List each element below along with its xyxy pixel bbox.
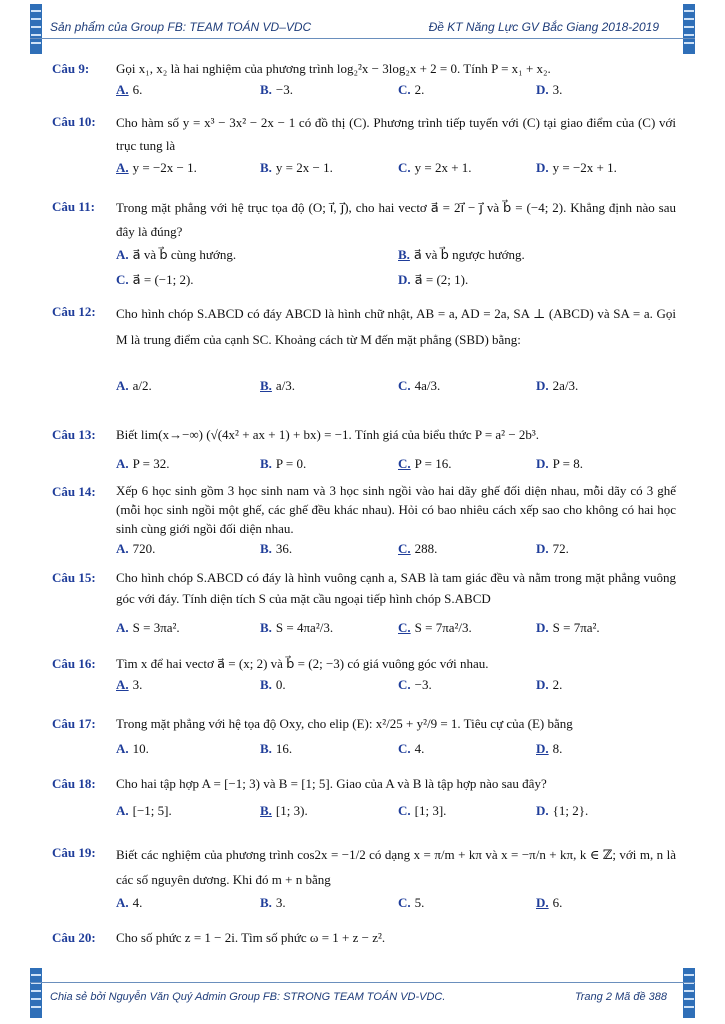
option-label[interactable]: C. [398,541,411,556]
question-number: Câu 20: [52,930,96,945]
option-label[interactable]: A. [116,620,129,635]
question-number: Câu 18: [52,776,96,791]
question-18 [52,773,676,821]
option-text: 2. [414,82,425,97]
option-label[interactable]: D. [536,677,549,692]
option-label[interactable]: B. [260,82,272,97]
header-left: Sản phẩm của Group FB: TEAM TOÁN VD–VDC [50,20,312,34]
option-label[interactable]: C. [398,160,411,175]
option-label[interactable]: B. [260,160,272,175]
option-label[interactable]: C. [398,378,411,393]
option-label[interactable]: C. [398,82,411,97]
question-11 [52,196,676,294]
option-label[interactable]: D. [536,160,549,175]
question-stem: Cho hình chóp S.ABCD có đáy là hình vuông cạnh a, SAB là tam giác đều và nằm trong mặt phẳng vuông góc với đáy. Tính diện tích S của mặt cầu ngoại tiếp hình chóp S.ABCD [116,570,676,606]
question-12 [52,301,676,405]
question-stem: Cho hình chóp S.ABCD có đáy ABCD là hình chữ nhật, AB = a, AD = 2a, SA ⊥ (ABCD) và SA = a. Gọi M là trung điểm của cạnh SC. Khoảng cách từ M đến mặt phẳng (SBD) bằng: [116,306,676,347]
option-label[interactable]: B. [260,620,272,635]
option-label[interactable]: C. [116,272,129,287]
option-text: 2a/3. [552,378,579,393]
option-label[interactable]: D. [536,82,549,97]
options-row [116,244,676,269]
question-20 [52,927,676,948]
option-text: −3. [275,82,294,97]
option-text: 4a/3. [414,378,441,393]
option-text: P = 0. [275,456,307,471]
option-text: 288. [414,541,438,556]
options-row [116,738,676,759]
option-label[interactable]: A. [116,82,129,97]
option-label[interactable]: C. [398,620,411,635]
question-17 [52,713,676,759]
option-label[interactable]: D. [536,895,549,910]
option-label[interactable]: B. [260,741,272,756]
question-stem: Xếp 6 học sinh gồm 3 học sinh nam và 3 học sinh ngồi vào hai dãy ghế đối diện nhau, mỗi dãy có 3 ghế (mỗi học sinh ngồi một ghế, các ghế đều khác nhau). Hỏi có bao nhiêu cách xếp sao cho không có hai học sinh cùng giới ngồi đối diện nhau. [116,483,676,536]
option-text: S = 7πa². [552,620,600,635]
question-number: Câu 15: [52,570,96,585]
option-label[interactable]: B. [260,456,272,471]
question-13 [52,424,676,474]
option-label[interactable]: A. [116,677,129,692]
option-text: a⃗ = (2; 1). [414,272,469,287]
option-text: 5. [414,895,425,910]
options-row [116,269,676,294]
option-text: 6. [132,82,143,97]
question-number: Câu 13: [52,427,96,442]
question-number: Câu 12: [52,304,96,319]
option-text: 3. [132,677,143,692]
option-text: 4. [132,895,143,910]
option-label[interactable]: B. [260,378,272,393]
option-text: y = 2x + 1. [414,160,472,175]
option-label[interactable]: D. [536,741,549,756]
option-text: a/3. [275,378,296,393]
question-stem: Trong mặt phẳng với hệ trục tọa độ (O; i⃗, j⃗), cho hai vectơ a⃗ = 2i⃗ − j⃗ và b⃗ = (−4; 2). Khẳng định nào sau đây là đúng? [116,200,676,239]
options-row [116,892,676,913]
option-label[interactable]: B. [398,247,410,262]
option-text: [1; 3]. [414,803,447,818]
option-label[interactable]: B. [260,895,272,910]
header-divider [30,38,695,39]
right-decoration-top [683,4,695,54]
option-text: P = 16. [414,456,452,471]
option-text: −3. [414,677,432,692]
header-right: Đề KT Năng Lực GV Bắc Giang 2018-2019 [428,20,659,34]
option-label[interactable]: A. [116,541,129,556]
question-number: Câu 16: [52,656,96,671]
option-label[interactable]: C. [398,741,411,756]
option-label[interactable]: A. [116,741,129,756]
option-label[interactable]: B. [260,803,272,818]
option-text: 6. [552,895,563,910]
option-label[interactable]: A. [116,803,129,818]
left-decoration-top [30,4,42,54]
option-text: 10. [132,741,149,756]
option-text: S = 3πa². [132,620,180,635]
option-text: 8. [552,741,563,756]
option-text: 4. [414,741,425,756]
option-label[interactable]: B. [260,541,272,556]
option-text: [−1; 5]. [132,803,172,818]
option-text: 72. [552,541,569,556]
question-stem: Biết lim(x→−∞) (√(4x² + ax + 1) + bx) = −1. Tính giá của biểu thức P = a² − 2b³. [116,427,540,442]
options-row [116,617,676,638]
option-text: a⃗ và b⃗ cùng hướng. [132,247,237,262]
option-text: a/2. [132,378,152,393]
option-label[interactable]: A. [116,895,129,910]
option-text: 0. [275,677,286,692]
question-19 [52,842,676,913]
options-row [116,79,676,100]
question-stem: Tìm x để hai vectơ a⃗ = (x; 2) và b⃗ = (2; −3) có giá vuông góc với nhau. [116,656,489,671]
question-14 [52,481,676,559]
option-text: 3. [275,895,286,910]
option-text: a⃗ = (−1; 2). [132,272,194,287]
options-row [116,538,676,559]
option-text: 720. [132,541,156,556]
option-label[interactable]: D. [536,803,549,818]
options-row [116,800,676,821]
option-label[interactable]: C. [398,456,411,471]
option-text: y = −2x + 1. [552,160,617,175]
option-text: S = 4πa²/3. [275,620,334,635]
question-number: Câu 14: [52,484,96,499]
option-text: 36. [275,541,293,556]
question-16 [52,653,676,695]
question-number: Câu 10: [52,114,96,129]
option-text: y = −2x − 1. [132,160,197,175]
option-label[interactable]: D. [536,620,549,635]
option-label[interactable]: A. [116,456,129,471]
question-stem: Cho số phức z = 1 − 2i. Tìm số phức ω = 1 + z − z². [116,930,386,945]
question-15 [52,567,676,638]
option-text: {1; 2}. [552,803,589,818]
question-number: Câu 17: [52,716,96,731]
option-text: 3. [552,82,563,97]
question-number: Câu 11: [52,199,95,214]
option-text: S = 7πa²/3. [414,620,472,635]
option-label[interactable]: D. [536,378,549,393]
options-row [116,674,676,695]
option-label[interactable]: D. [536,456,549,471]
question-stem: Trong mặt phẳng với hệ tọa độ Oxy, cho elip (E): x²/25 + y²/9 = 1. Tiêu cự của (E) bằng [116,716,573,731]
options-row [116,375,676,405]
option-label[interactable]: B. [260,677,272,692]
option-text: [1; 3). [275,803,308,818]
right-decoration-bottom [683,968,695,1018]
question-9 [52,58,676,100]
option-label[interactable]: C. [398,677,411,692]
question-10 [52,111,676,178]
left-decoration-bottom [30,968,42,1018]
option-text: P = 8. [552,456,583,471]
question-stem: Biết các nghiệm của phương trình cos2x = −1/2 có dạng x = π/m + kπ và x = −π/n + kπ, k ∈ ℤ; với m, n là các số nguyên dương. Khi đó m + n bằng [116,847,676,887]
option-label[interactable]: A. [116,378,129,393]
option-text: y = 2x − 1. [275,160,333,175]
options-row [116,453,676,474]
option-label[interactable]: C. [398,803,411,818]
option-label[interactable]: A. [116,247,129,262]
option-label[interactable]: A. [116,160,129,175]
options-row [116,157,676,178]
question-number: Câu 9: [52,61,90,76]
option-text: 2. [552,677,563,692]
question-stem: Cho hai tập hợp A = [−1; 3) và B = [1; 5]. Giao của A và B là tập hợp nào sau đây? [116,776,547,791]
footer-left: Chia sẻ bởi Nguyễn Văn Quý Admin Group FB: STRONG TEAM TOÁN VD-VDC. [50,991,446,1003]
option-label[interactable]: D. [536,541,549,556]
question-stem: Gọi x₁, x₂ là hai nghiệm của phương trình log₂²x − 3log₂x + 2 = 0. Tính P = x₁ + x₂. [116,61,551,76]
question-stem: Cho hàm số y = x³ − 3x² − 2x − 1 có đồ thị (C). Phương trình tiếp tuyến với (C) tại giao điểm của (C) với trục tung là [116,115,676,153]
option-label[interactable]: D. [398,272,411,287]
option-label[interactable]: C. [398,895,411,910]
option-text: P = 32. [132,456,170,471]
option-text: a⃗ và b⃗ ngược hướng. [413,247,525,262]
footer-page: Trang 2 Mã đề 388 [574,991,667,1003]
footer-divider [30,982,695,983]
option-text: 16. [275,741,293,756]
question-number: Câu 19: [52,845,96,860]
